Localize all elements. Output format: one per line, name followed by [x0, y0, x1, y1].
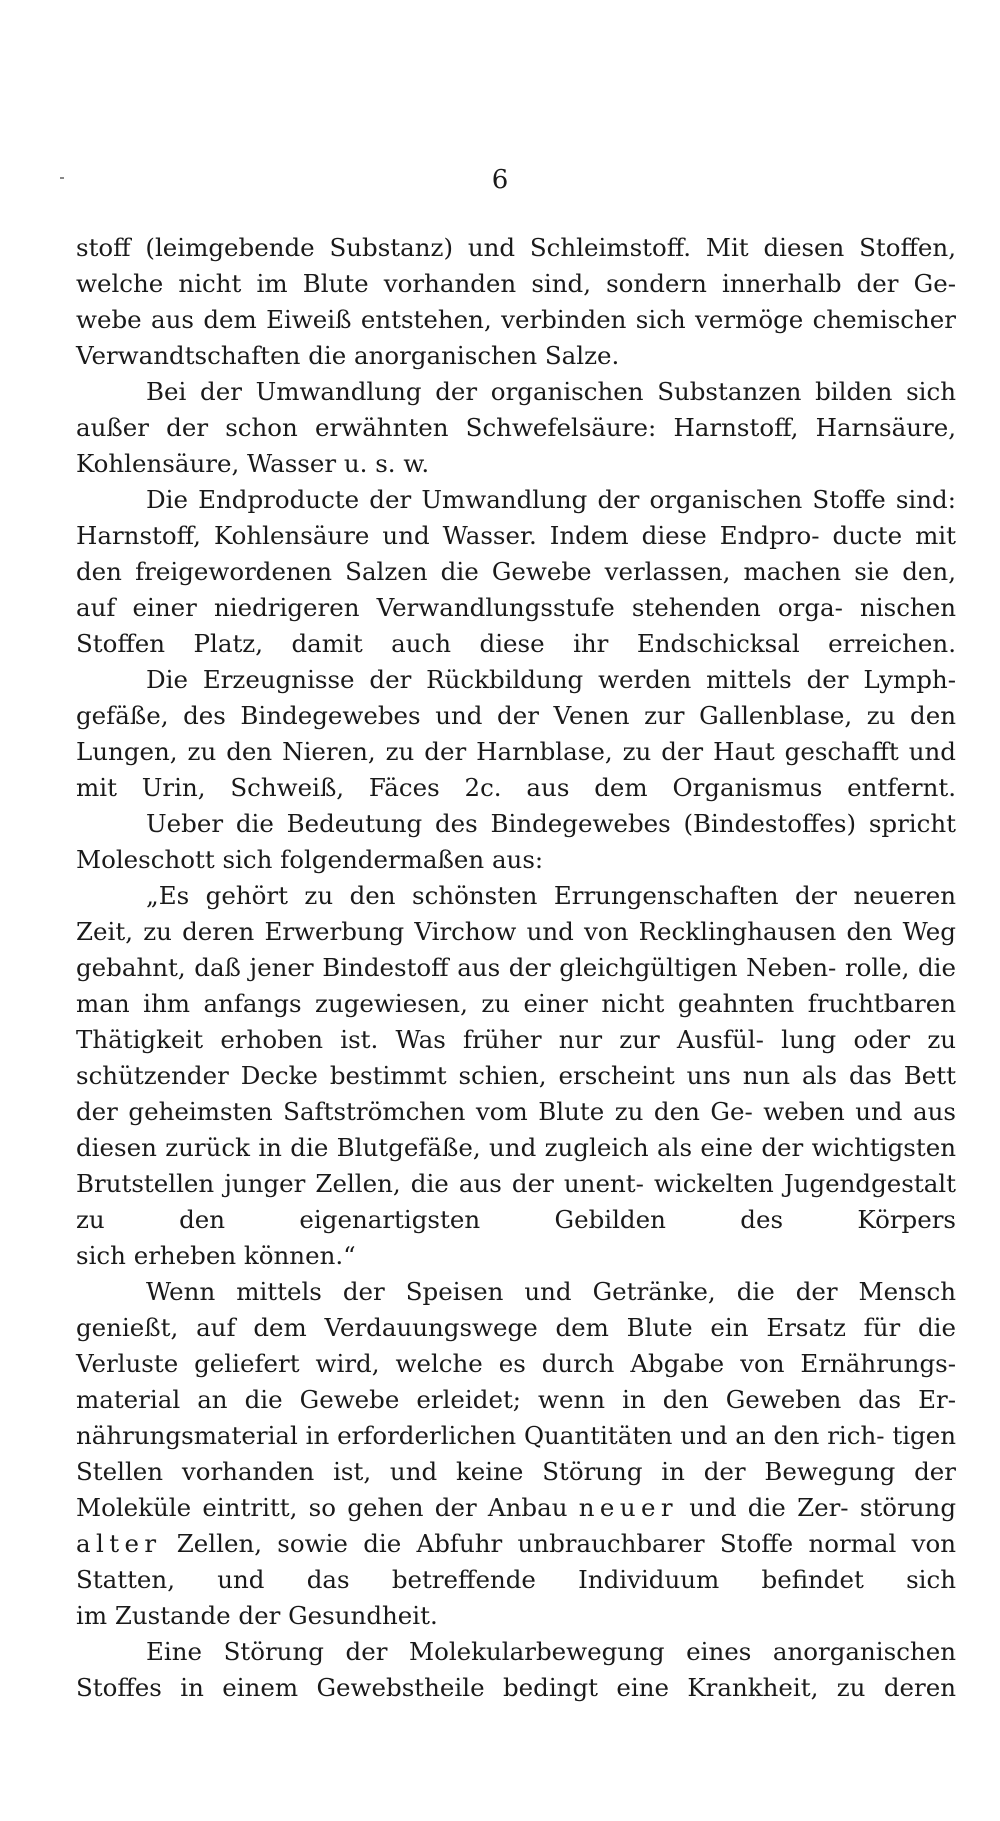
body-text — [76, 230, 956, 1706]
text-line: störung — [859, 1493, 956, 1522]
text-line: Wenn mittels der Speisen und Getränke, die der Mensch — [146, 1277, 956, 1306]
paragraph-2-end — [76, 446, 956, 482]
text-line: der Moleküle eintritt, so gehen der Anbau — [76, 1457, 956, 1522]
text-line: eine der wichtigsten Brutstellen junger Zellen, die aus der unent- — [76, 1133, 956, 1198]
page-number: 6 — [491, 165, 509, 195]
text-line: „Es gehört zu den schönsten Errungenschaften der neueren — [146, 881, 956, 910]
text-line: rolle, die man ihm anfangs zugewiesen, zu einer nicht geahnten — [76, 953, 956, 1018]
emphasized-word: alter — [76, 1529, 162, 1558]
text-line: normal von Statten, und das betreffende Individuum befindet sich — [76, 1529, 957, 1594]
text-line: stoff (leimgebende Substanz) und Schleimstoff. Mit diesen Stoffen, — [76, 233, 956, 262]
paragraph-5 — [76, 806, 956, 842]
text-line: Bei der Umwandlung der organischen Substanzen bilden sich — [146, 377, 956, 406]
text-line: Kohlensäure, Wasser u. s. w. — [76, 449, 430, 478]
text-line: tigen Stellen vorhanden ist, und keine Störung in der Bewegung — [76, 1421, 956, 1486]
text-line: nischen Stoffen Platz, damit auch diese ihr Endschicksal erreichen. — [76, 593, 956, 658]
text-line: ducte mit den freigewordenen Salzen die Gewebe verlassen, machen — [76, 521, 956, 586]
text-line: weben und aus diesen zurück in die Blutgefäße, und zugleich als — [76, 1097, 956, 1162]
text-line: und die Zer- — [689, 1493, 849, 1522]
text-line: Ueber die Bedeutung des Bindegewebes (Bindestoffes) spricht — [146, 809, 956, 838]
text-line: wickelten Jugendgestalt zu den eigenartigsten Gebilden des Körpers — [76, 1169, 956, 1234]
text-line: Lungen, zu den Nieren, zu der Harnblase, zu der Haut geschafft — [76, 737, 899, 766]
text-line: Eine Störung der Molekularbewegung eines anorganischen — [146, 1637, 956, 1666]
text-line: Die Erzeugnisse der Rückbildung werden mittels der Lymph- — [146, 665, 956, 694]
text-line: sich erheben können.“ — [76, 1241, 356, 1270]
paragraph-1-end — [76, 338, 956, 374]
quotation-end — [76, 1238, 956, 1274]
text-line: Die Endproducte der Umwandlung der organischen Stoffe — [146, 485, 886, 514]
text-line: Verwandtschaften die anorganischen Salze. — [76, 341, 620, 370]
paragraph-2 — [76, 374, 956, 446]
text-line: Weg gebahnt, daß jener Bindestoff aus der gleichgültigen Neben- — [76, 917, 956, 982]
paragraph-3 — [76, 482, 956, 662]
paragraph-7 — [76, 1634, 956, 1706]
text-line: sind: Harnstoff, Kohlensäure und Wasser. Indem diese Endpro- — [76, 485, 956, 550]
text-line: material an die Gewebe erleidet; wenn in den Geweben das Er- — [76, 1385, 956, 1414]
text-line: als das Bett der geheimsten Saftströmchen vom Blute zu den Ge- — [76, 1061, 956, 1126]
paragraph-5-end — [76, 842, 956, 878]
text-line: im Zustande der Gesundheit. — [76, 1601, 438, 1630]
text-line: außer der schon erwähnten Schwefelsäure: Harnstoff, Harnsäure, — [76, 413, 956, 442]
text-line: welche nicht im Blute vorhanden sind, sondern innerhalb der Ge- — [76, 269, 956, 298]
text-line: Stoffes in einem Gewebstheile bedingt eine Krankheit, zu deren — [76, 1673, 956, 1702]
text-line: Moleschott sich folgendermaßen aus: — [76, 845, 544, 874]
text-line: und mit Urin, Schweiß, Fäces 2c. aus dem Organismus entfernt. — [76, 737, 956, 802]
text-line: webe aus dem Eiweiß entstehen, verbinden sich vermöge chemischer — [76, 305, 956, 334]
text-line: gefäße, des Bindegewebes und der Venen zur Gallenblase, zu den — [76, 701, 956, 730]
quotation — [76, 878, 956, 1238]
paragraph-6 — [76, 1274, 956, 1598]
text-line: lung oder zu schützender Decke bestimmt schien, erscheint uns nun — [76, 1025, 956, 1090]
text-line: genießt, auf dem Verdauungswege dem Blute ein Ersatz für die — [76, 1313, 956, 1342]
paragraph-4 — [76, 662, 956, 806]
text-line: Zellen, sowie die Abfuhr unbrauchbarer Stoffe — [176, 1529, 794, 1558]
emphasized-word: neuer — [578, 1493, 678, 1522]
text-line: Zeit, zu deren Erwerbung Virchow und von Recklinghausen den — [76, 917, 893, 946]
paragraph-1 — [76, 230, 956, 338]
text-line: sie den, auf einer niedrigeren Verwandlungsstufe stehenden orga- — [76, 557, 956, 622]
text-line: nährungsmaterial in erforderlichen Quantitäten und an den rich- — [76, 1421, 885, 1450]
text-line: fruchtbaren Thätigkeit erhoben ist. Was früher nur zur Ausfül- — [76, 989, 956, 1054]
paragraph-6-end — [76, 1598, 956, 1634]
text-line: Verluste geliefert wird, welche es durch Abgabe von Ernährungs- — [76, 1349, 956, 1378]
